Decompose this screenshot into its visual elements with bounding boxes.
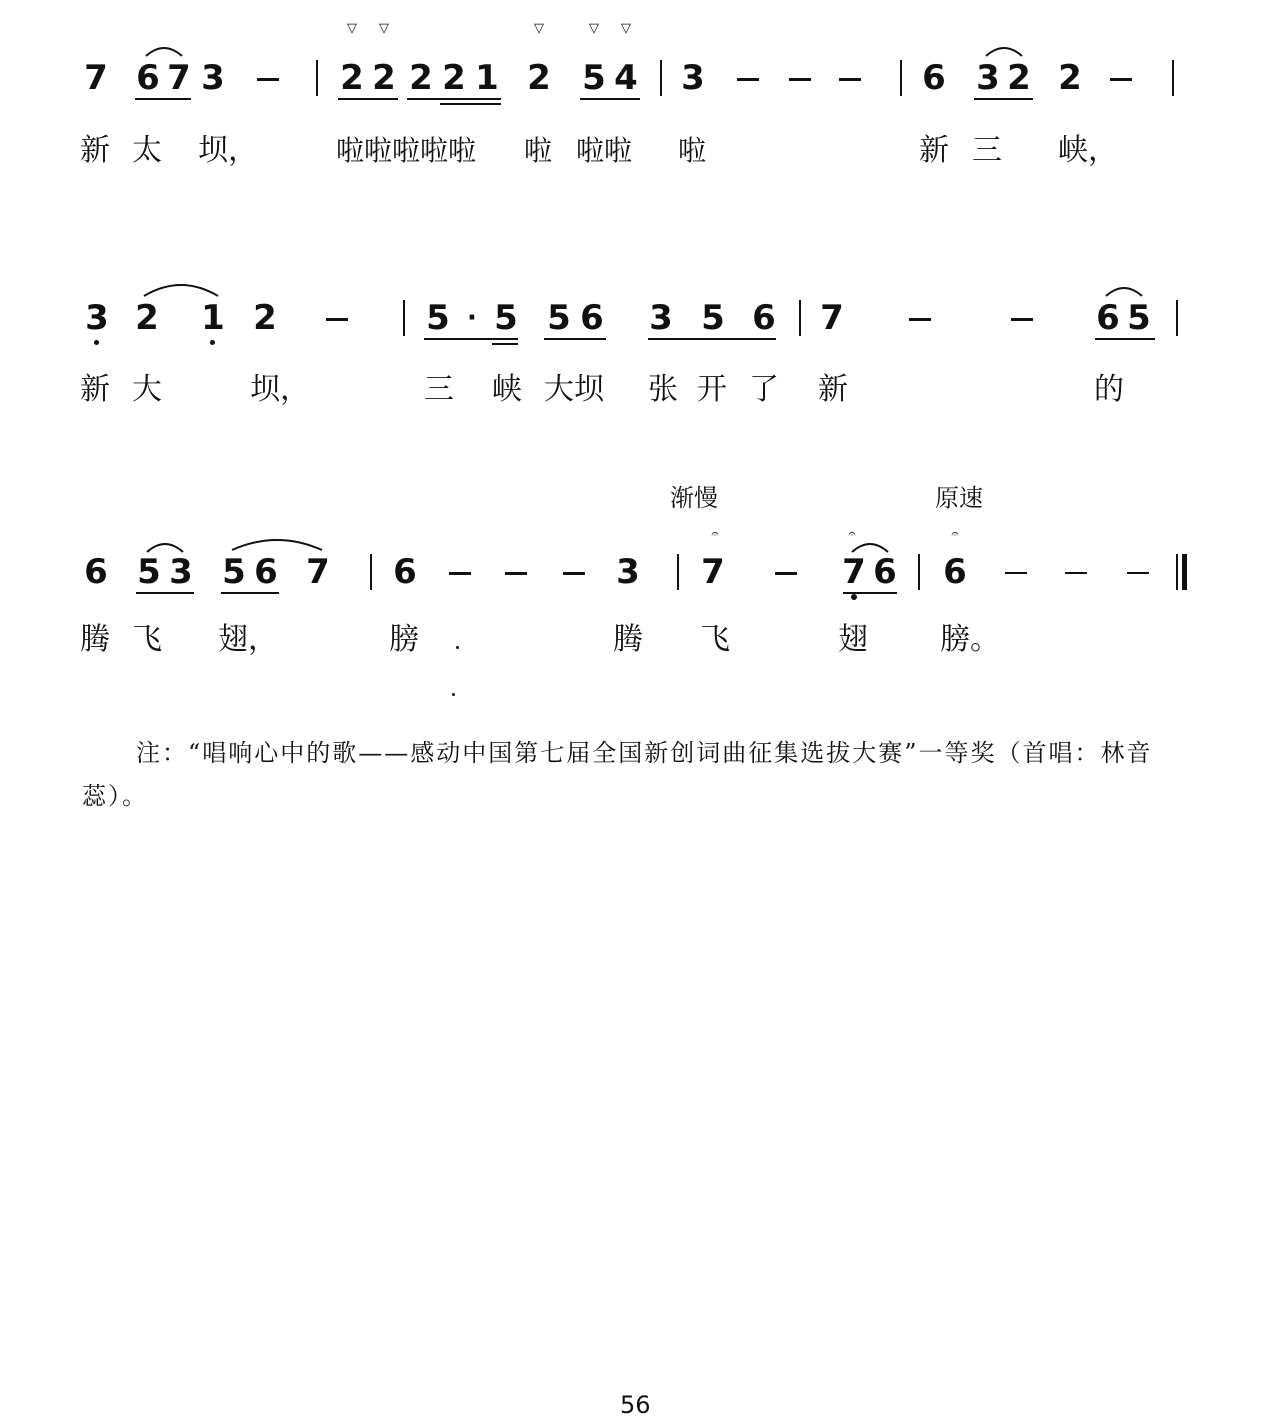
lyric: 新 xyxy=(80,372,110,407)
low-octave-dot xyxy=(851,594,857,600)
note: 3 xyxy=(649,298,673,338)
dash xyxy=(839,78,861,81)
lyric: 三 xyxy=(424,372,454,407)
lyric: 大坝 xyxy=(544,372,604,407)
dash xyxy=(563,572,585,575)
tie-slur xyxy=(850,538,890,554)
note: 3 xyxy=(85,298,109,338)
beam-line xyxy=(974,98,1033,100)
lyric: 翅， xyxy=(218,622,278,657)
tie-slur xyxy=(145,538,185,554)
dash xyxy=(789,78,811,81)
barline xyxy=(1176,300,1178,336)
note: 6 xyxy=(254,552,278,592)
lyric: 开 xyxy=(697,372,727,407)
staff-3 xyxy=(0,527,1280,592)
lyric: 膀 xyxy=(389,622,419,657)
note: 1 xyxy=(201,298,225,338)
page-number: 56 xyxy=(620,1391,651,1419)
dash xyxy=(1110,78,1132,81)
note: 6 xyxy=(873,552,897,592)
lyric: 啦啦啦啦啦 xyxy=(336,134,477,167)
dash xyxy=(326,318,348,321)
note: 3 xyxy=(681,58,705,98)
note: 1 xyxy=(475,58,499,98)
lyric: 啦啦 xyxy=(576,134,633,167)
tempo-marking: 原速 xyxy=(935,484,983,512)
note: 7 xyxy=(84,58,108,98)
lyric: 了 xyxy=(749,372,779,407)
note: 7 xyxy=(306,552,330,592)
lyric: 飞 xyxy=(132,622,162,657)
lyric: 新 xyxy=(80,133,110,168)
barline xyxy=(677,554,679,590)
note: 6 xyxy=(922,58,946,98)
accent-mark-icon: ▽ xyxy=(621,21,631,36)
dash xyxy=(1065,572,1087,574)
note: 5 xyxy=(494,298,518,338)
note: 5 xyxy=(137,552,161,592)
dash xyxy=(449,572,471,575)
barline xyxy=(660,60,662,96)
note: 2 xyxy=(1058,58,1082,98)
lyric: 新 xyxy=(818,372,848,407)
note: 7 xyxy=(167,58,191,98)
lyric: 太 xyxy=(132,133,162,168)
accent-mark-icon: ▽ xyxy=(589,21,599,36)
note: 5 xyxy=(582,58,606,98)
tie-slur xyxy=(142,278,220,298)
note: 2 xyxy=(253,298,277,338)
dash xyxy=(1127,572,1149,574)
beam-line xyxy=(843,592,897,594)
note: 7 xyxy=(820,298,844,338)
lyric: 新 xyxy=(919,133,949,168)
note: 2 xyxy=(135,298,159,338)
scan-speck xyxy=(456,646,459,649)
note: 2 xyxy=(1007,58,1031,98)
beam-line xyxy=(1095,338,1155,340)
note: 6 xyxy=(84,552,108,592)
note: · xyxy=(467,303,477,333)
beam-line xyxy=(580,98,640,100)
tie-slur xyxy=(230,534,324,552)
final-barline-thick xyxy=(1182,554,1187,590)
note: 5 xyxy=(701,298,725,338)
dash xyxy=(505,572,527,575)
beam-line xyxy=(338,98,398,100)
note: 6 xyxy=(393,552,417,592)
dash xyxy=(1011,318,1033,321)
dash xyxy=(257,78,279,81)
fermata-icon: 𝄐 xyxy=(848,527,856,542)
barline xyxy=(918,554,920,590)
lyric: 坝， xyxy=(250,372,310,407)
barline xyxy=(1172,60,1174,96)
beam-line xyxy=(135,98,191,100)
tempo-marking: 渐慢 xyxy=(670,484,718,512)
staff-2 xyxy=(0,298,1280,338)
dash xyxy=(737,78,759,81)
beam-line xyxy=(407,98,501,100)
note: 6 xyxy=(1096,298,1120,338)
note: 2 xyxy=(527,58,551,98)
beam-line xyxy=(648,338,776,340)
lyric: 腾 xyxy=(80,622,110,657)
barline xyxy=(900,60,902,96)
beam-line xyxy=(424,338,518,340)
note: 5 xyxy=(222,552,246,592)
note: 6 xyxy=(752,298,776,338)
lyric: 啦 xyxy=(524,134,553,167)
lyric: 啦 xyxy=(678,134,707,167)
dash xyxy=(775,572,797,575)
scan-speck xyxy=(452,693,455,696)
barline xyxy=(370,554,372,590)
fermata-icon: 𝄐 xyxy=(711,527,719,542)
beam-line xyxy=(221,592,279,594)
note: 3 xyxy=(169,552,193,592)
note: 2 xyxy=(340,58,364,98)
dash xyxy=(1005,572,1027,574)
lyric: 坝， xyxy=(198,133,258,168)
note: 2 xyxy=(372,58,396,98)
lyric: 大 xyxy=(132,372,162,407)
lyric: 膀。 xyxy=(940,622,1000,657)
low-octave-dot xyxy=(210,340,215,345)
note: 3 xyxy=(616,552,640,592)
lyric: 腾 xyxy=(613,622,643,657)
lyric: 的 xyxy=(1094,372,1124,407)
beam-line xyxy=(544,338,606,340)
note: 3 xyxy=(201,58,225,98)
barline xyxy=(316,60,318,96)
note: 5 xyxy=(1127,298,1151,338)
low-octave-dot xyxy=(94,340,99,345)
beam-line xyxy=(136,592,194,594)
lyric: 峡 xyxy=(492,372,522,407)
note: 6 xyxy=(136,58,160,98)
tie-slur xyxy=(984,42,1024,58)
lyric: 峡， xyxy=(1058,133,1118,168)
note: 4 xyxy=(614,58,638,98)
barline xyxy=(403,300,405,336)
accent-mark-icon: ▽ xyxy=(379,21,389,36)
note: 2 xyxy=(442,58,466,98)
barline xyxy=(799,300,801,336)
note: 7 xyxy=(842,552,866,592)
note: 5 xyxy=(547,298,571,338)
note: 7 xyxy=(701,552,725,592)
lyric: 三 xyxy=(972,133,1002,168)
fermata-icon: 𝄐 xyxy=(951,527,959,542)
dash xyxy=(909,318,931,321)
note: 6 xyxy=(580,298,604,338)
footnote: 注：“唱响心中的歌——感动中国第七届全国新创词曲征集选拔大赛”一等奖（首唱：林音蕊）。 xyxy=(82,739,1153,810)
beam-line xyxy=(492,343,518,345)
lyric: 翅 xyxy=(838,622,868,657)
note: 6 xyxy=(943,552,967,592)
accent-mark-icon: ▽ xyxy=(534,21,544,36)
accent-mark-icon: ▽ xyxy=(347,21,357,36)
lyric: 张 xyxy=(648,372,678,407)
staff-1 xyxy=(0,21,1280,98)
note: 3 xyxy=(976,58,1000,98)
tie-slur xyxy=(1104,282,1144,298)
tie-slur xyxy=(144,42,184,58)
lyric: 飞 xyxy=(700,622,730,657)
note: 5 xyxy=(426,298,450,338)
note: 2 xyxy=(409,58,433,98)
final-barline xyxy=(1176,554,1178,590)
beam-line xyxy=(440,103,501,105)
